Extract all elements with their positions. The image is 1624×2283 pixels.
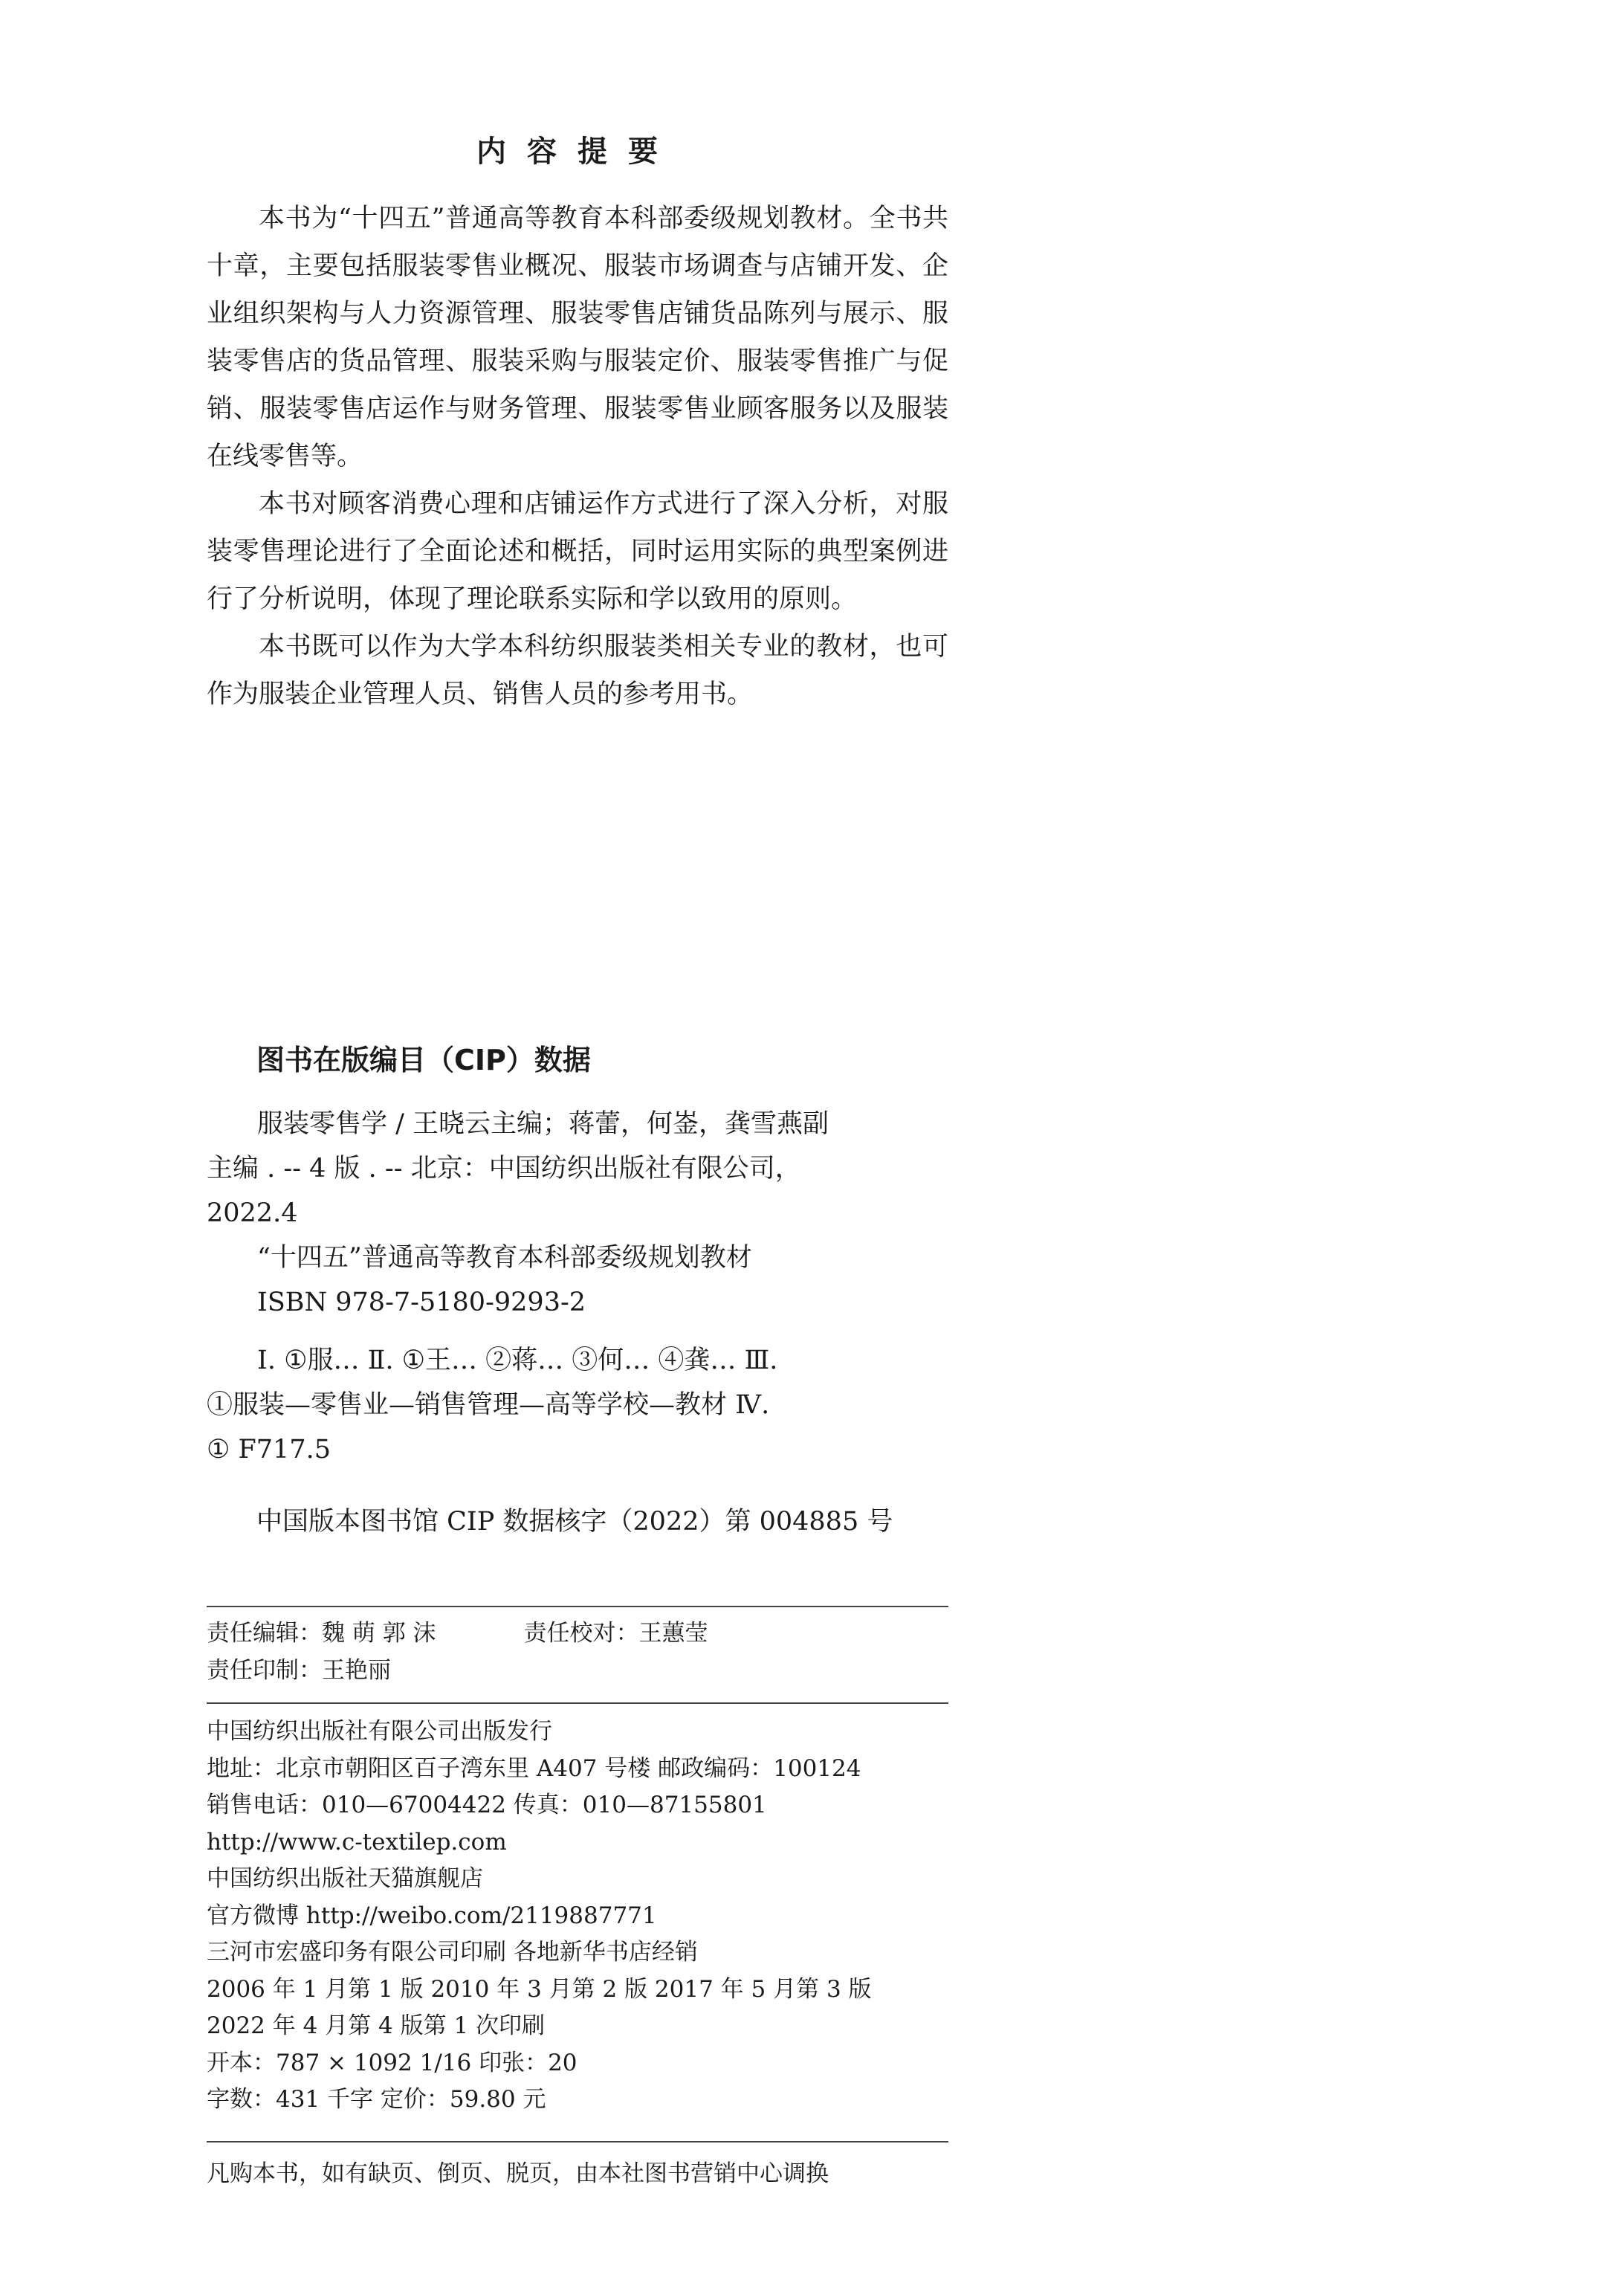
imprint-line: http://www.c-textilep.com: [207, 1828, 507, 1856]
responsible-editors: 责任编辑：魏 萌 郭 沫: [207, 1620, 436, 1647]
summary-paragraph: 本书既可以作为大学本科纺织服装类相关专业的教材，也可作为服装企业管理人员、销售人员的参考用书。: [207, 632, 948, 709]
imprint-line: 2022 年 4 月第 4 版第 1 次印刷: [207, 2012, 546, 2039]
imprint-line: 2006 年 1 月第 1 版 2010 年 3 月第 2 版 2017 年 5 月第 3 版: [207, 1975, 872, 2003]
imprint-line: 中国纺织出版社天猫旗舰店: [207, 1865, 483, 1892]
imprint-line: 中国纺织出版社有限公司出版发行: [207, 1718, 552, 1745]
responsible-printing: 责任印制：王艳丽: [207, 1657, 391, 1684]
summary-paragraph: 本书为“十四五”普通高等教育本科部委级规划教材。全书共十章，主要包括服装零售业概况、服装市场调查与店铺开发、企业组织架构与人力资源管理、服装零售店铺货品陈列与展示、服装零售店的货品管理、服装采购与服装定价、服装零售推广与促销、服装零售店运作与财务管理、服装零售业顾客服务以及服装在线零售等。: [207, 204, 948, 471]
responsible-proofreader: 责任校对：王蕙莹: [523, 1620, 708, 1647]
imprint-line: 开本：787 × 1092 1/16 印张：20: [207, 2049, 578, 2076]
cip-classification: ①服装—零售业—销售管理—高等学校—教材 Ⅳ.: [207, 1390, 770, 1420]
divider: [207, 2141, 948, 2142]
cip-line: 2022.4: [207, 1198, 298, 1228]
credits: [207, 1615, 948, 1689]
imprint: [207, 1714, 948, 2119]
cip-isbn: ISBN 978-7-5180-9293-2: [257, 1288, 586, 1317]
cip-approval-number: 中国版本图书馆 CIP 数据核字（2022）第 004885 号: [256, 1507, 893, 1537]
divider: [207, 1606, 948, 1607]
imprint-line: 地址：北京市朝阳区百子湾东里 A407 号楼 邮政编码：100124: [207, 1754, 861, 1782]
imprint-line: 官方微博 http://weibo.com/2119887771: [207, 1902, 657, 1929]
imprint-line: 字数：431 千字 定价：59.80 元: [207, 2086, 546, 2113]
cip-series: “十四五”普通高等教育本科部委级规划教材: [257, 1243, 752, 1273]
cip-line: 服装零售学 / 王晓云主编；蒋蕾，何崟，龚雪燕副: [257, 1109, 829, 1139]
summary-body: [207, 195, 948, 718]
cip-classification: Ⅰ. ①服… Ⅱ. ①王… ②蒋… ③何… ④龚… Ⅲ.: [257, 1346, 778, 1375]
cip-heading: 图书在版编目（CIP）数据: [256, 1044, 591, 1076]
cip-line: 主编 . -- 4 版 . -- 北京：中国纺织出版社有限公司，: [207, 1154, 801, 1184]
cip-record: [207, 1102, 948, 1472]
cip-classification: ① F717.5: [207, 1435, 331, 1465]
summary-paragraph: 本书对顾客消费心理和店铺运作方式进行了深入分析，对服装零售理论进行了全面论述和概括，同时运用实际的典型案例进行了分析说明，体现了理论联系实际和学以致用的原则。: [207, 489, 948, 614]
imprint-line: 销售电话：010—67004422 传真：010—87155801: [207, 1792, 767, 1818]
replacement-notice: 凡购本书，如有缺页、倒页、脱页，由本社图书营销中心调换: [207, 2160, 829, 2187]
divider: [207, 1702, 948, 1704]
imprint-line: 三河市宏盛印务有限公司印刷 各地新华书店经销: [207, 1939, 698, 1966]
summary-title: 内容提要: [476, 135, 679, 169]
